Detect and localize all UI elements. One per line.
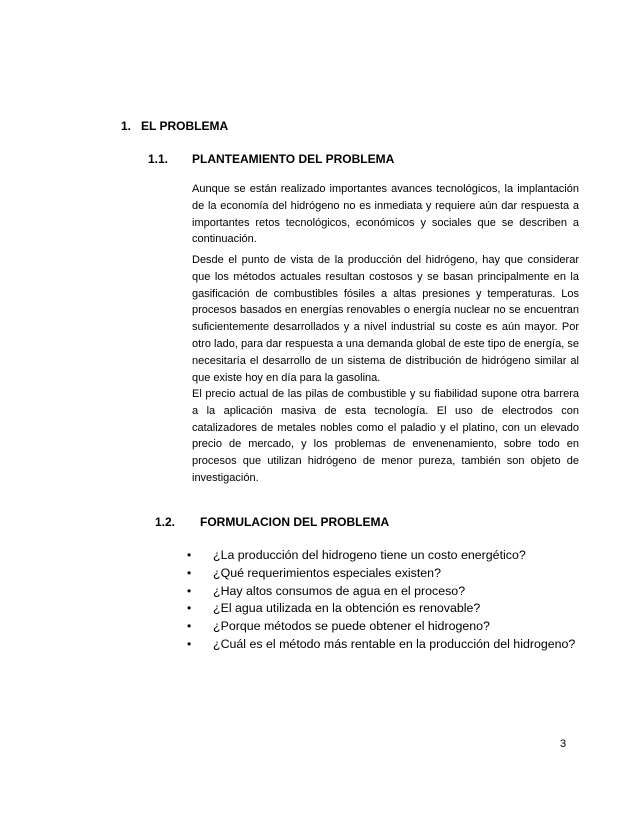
list-item: • ¿La producción del hidrogeno tiene un costo energético? (178, 547, 575, 565)
question-list (178, 547, 575, 654)
subsection-number: 1.1. (148, 152, 169, 166)
subsection-number: 1.2. (155, 515, 176, 529)
list-item: • ¿Porque métodos se puede obtener el hidrogeno? (178, 618, 575, 636)
page-number: 3 (560, 738, 567, 750)
paragraph: Desde el punto de vista de la producción del hidrógeno, hay que considerar que los métodos actuales resultan costosos y se basan principalmente en la gasificación de combustibles fósiles a altas presiones y temperaturas. Los procesos basados en energías renovables o energía nuclear no se encuentran suficientemente desarrollados y a nivel industrial su coste es aún mayor. Por otro lado, para dar respuesta a una demanda global de este tipo de energía, se necesitaría el desarrollo de un sistema de distribución de hidrógeno similar al que existe hoy en día para la gasolina. (192, 254, 579, 384)
section-number: 1. (121, 119, 132, 133)
paragraph: Aunque se están realizado importantes avances tecnológicos, la implantación de la economía del hidrógeno no es inmediata y requiere aún dar respuesta a importantes retos tecnológicos, económicos y sociales que se describen a continuación. (192, 183, 579, 246)
list-item: • ¿Qué requerimientos especiales existen? (178, 565, 575, 583)
section-heading-1 (121, 119, 228, 133)
subsection-title: PLANTEAMIENTO DEL PROBLEMA (192, 152, 395, 166)
list-item: • ¿El agua utilizada en la obtención es renovable? (178, 600, 575, 618)
paragraph: El precio actual de las pilas de combustible y su fiabilidad supone otra barrera a la aplicación masiva de esta tecnología. El uso de electrodos con catalizadores de metales nobles como el paladio y el platino, con un elevado precio de mercado, y los problemas de envenenamiento, sobre todo en procesos que utilizan hidrógeno de menor pureza, también son objeto de investigación. (192, 388, 579, 484)
list-item: • ¿Cuál es el método más rentable en la producción del hidrogeno? (178, 636, 575, 654)
subsection-title: FORMULACION DEL PROBLEMA (200, 515, 390, 529)
section-title: EL PROBLEMA (141, 119, 229, 133)
list-item: • ¿Hay altos consumos de agua en el proceso? (178, 583, 575, 601)
